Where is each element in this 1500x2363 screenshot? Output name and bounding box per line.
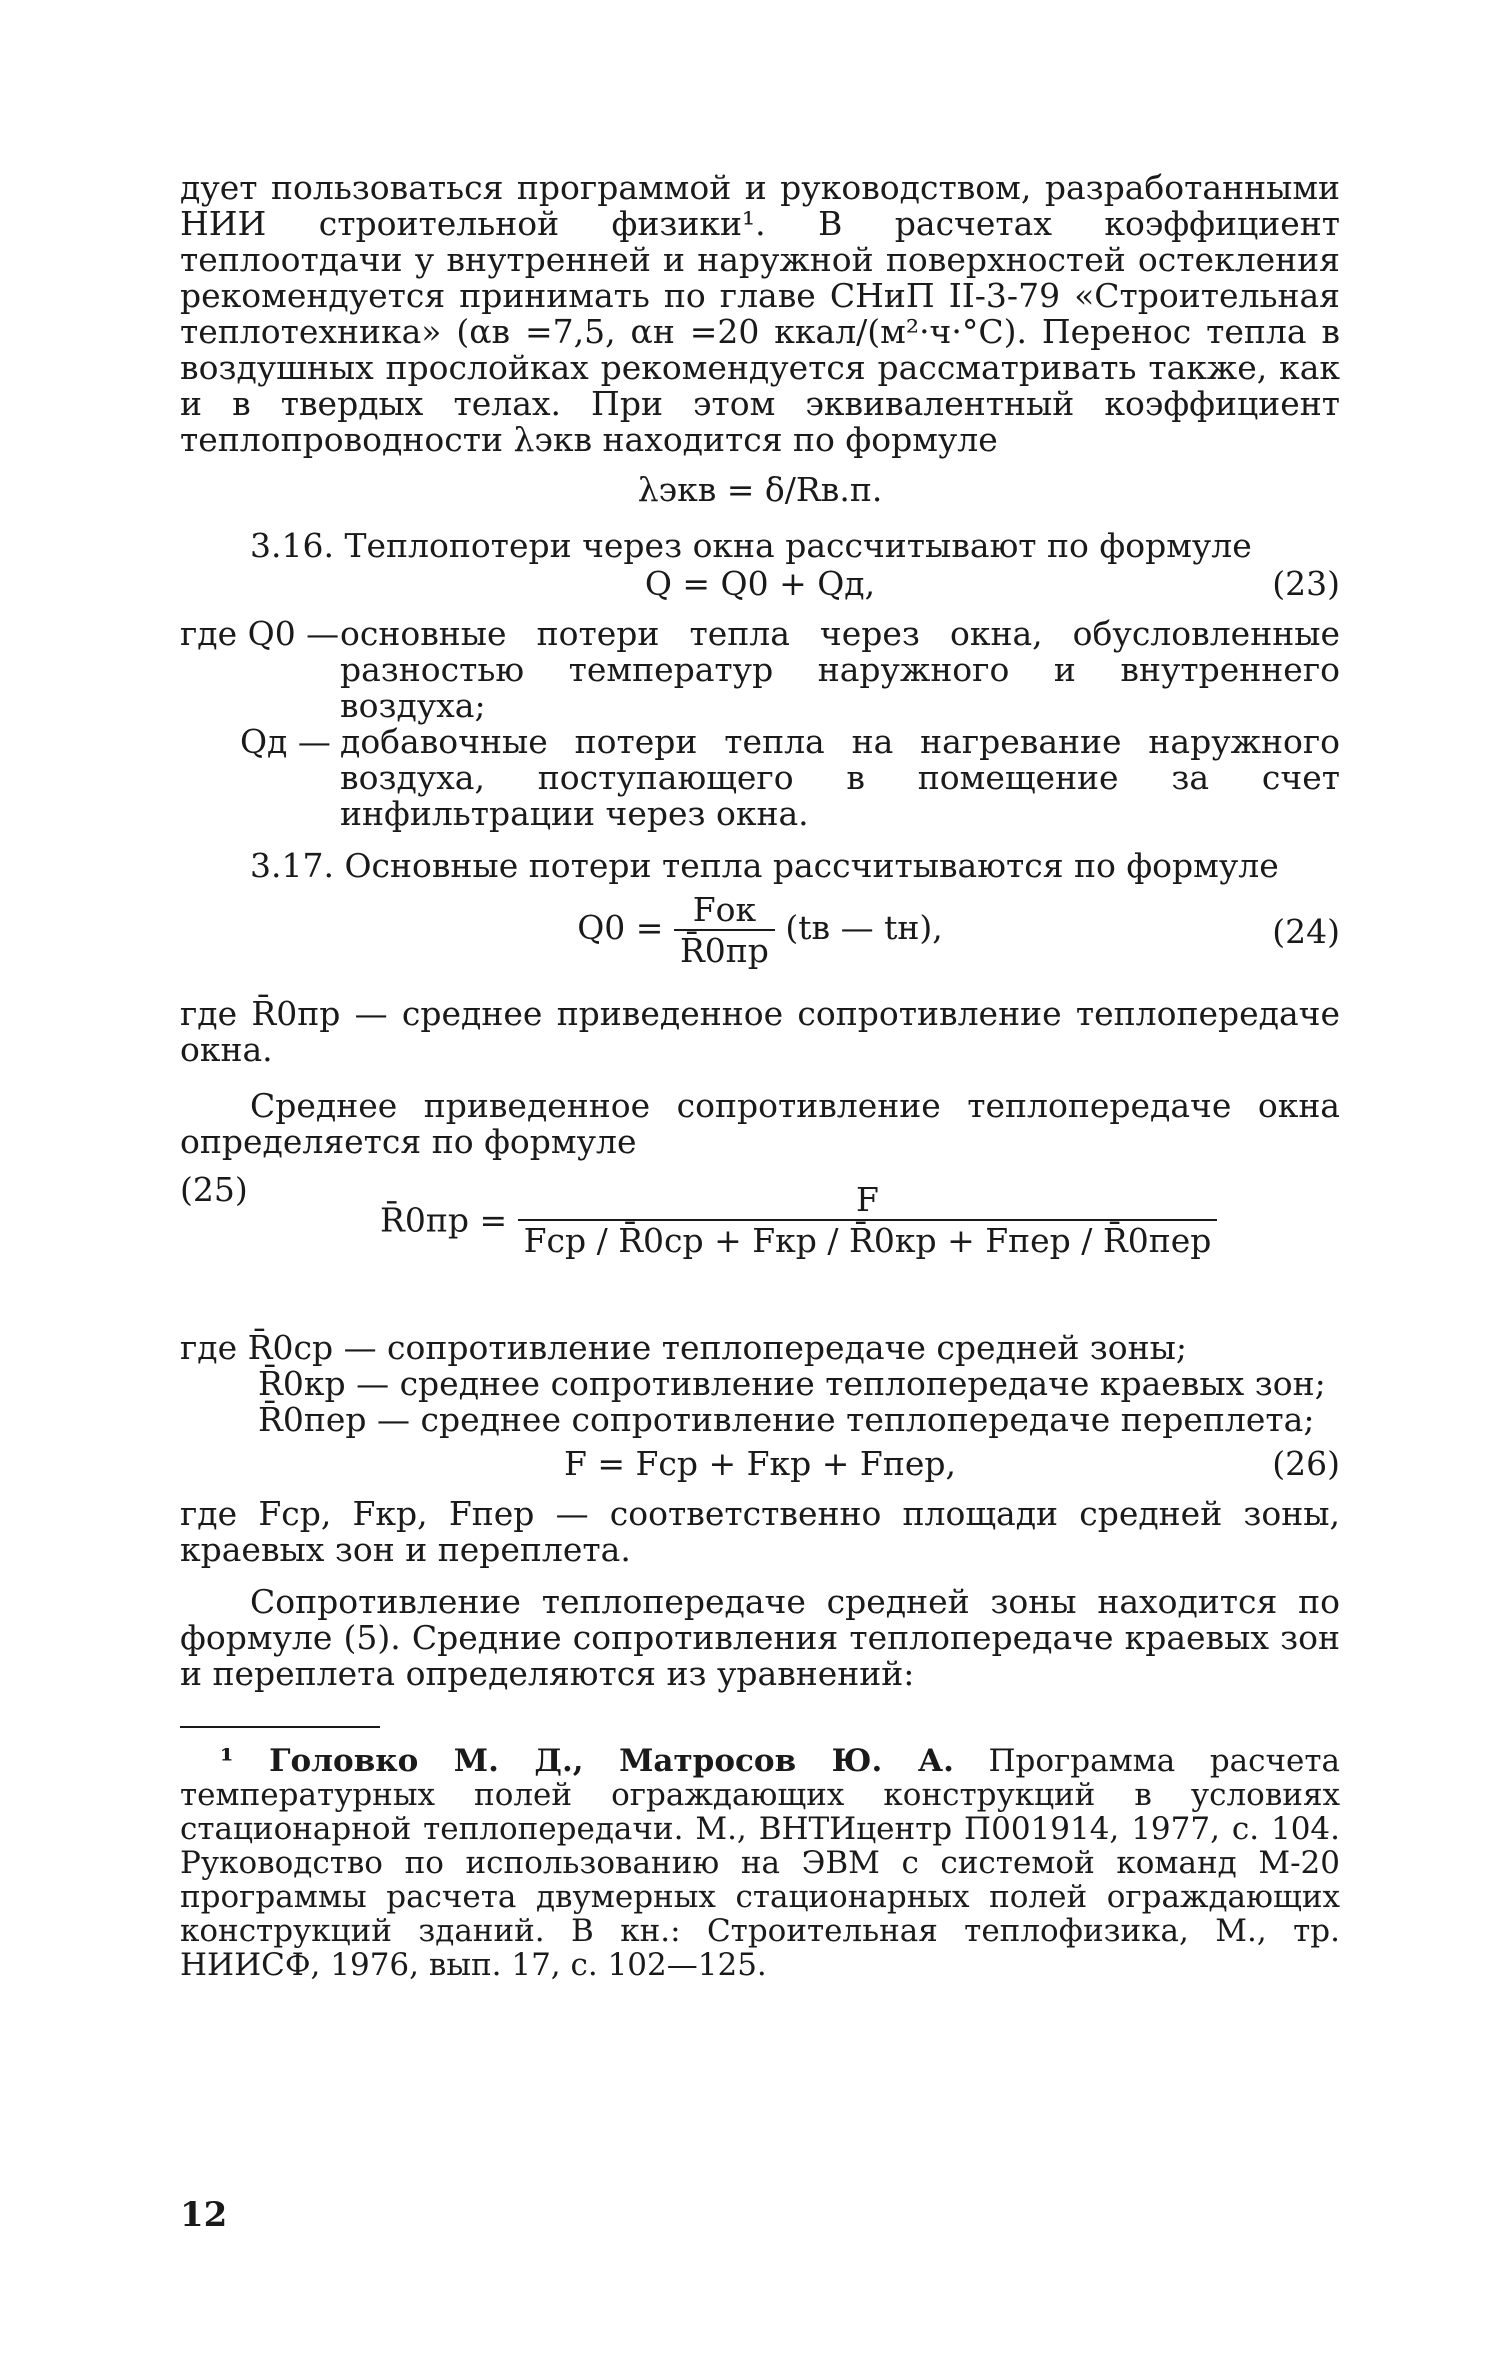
page-body <box>180 170 1340 1982</box>
formula-23 <box>180 564 1340 608</box>
where-25-3: R̄0пер — среднее сопротивление теплопередаче переплета; <box>258 1400 1315 1439</box>
where-word: где <box>180 614 238 653</box>
formula-24-numerator: Fок <box>674 890 775 931</box>
footnote <box>180 1744 1340 1982</box>
formula-24-body <box>180 890 1340 970</box>
formula-24-right: (tв — tн), <box>785 908 943 947</box>
formula-24-left: Q0 = <box>577 908 664 947</box>
q0-definition: основные потери тепла через окна, обусловленные разностью температур наружного и внутреннего воздуха; <box>340 614 1340 725</box>
formula-23-number: (23) <box>1272 564 1340 603</box>
where-26: где Fср, Fкр, Fпер — соответственно площади средней зоны, краевых зон и переплета. <box>180 1494 1340 1569</box>
qd-definition: добавочные потери тепла на нагревание наружного воздуха, поступающего в помещение за счет инфильтрации через окна. <box>340 722 1340 833</box>
formula-25-numerator: F <box>518 1180 1218 1221</box>
section-3-17: 3.17. Основные потери тепла рассчитываются по формуле <box>250 846 1279 885</box>
formula-23-text: Q = Q0 + Qд, <box>644 564 876 603</box>
footnote-authors: ¹ Головко М. Д., Матросов Ю. А. <box>220 1743 954 1779</box>
formula-24-fraction <box>674 890 775 970</box>
where-qd <box>180 724 1340 832</box>
where-label <box>180 616 339 652</box>
formula-24-number: (24) <box>1272 912 1340 951</box>
where-25-1: где R̄0ср — сопротивление теплопередаче средней зоны; <box>180 1328 1188 1367</box>
formula-25-left: R̄0пр = <box>380 1200 508 1240</box>
paragraph-resistance: Сопротивление теплопередаче средней зоны находится по формуле (5). Средние сопротивления теплопередаче краевых зон и переплета определяются из уравнений: <box>180 1582 1340 1693</box>
paragraph-average: Среднее приведенное сопротивление теплопередаче окна определяется по формуле <box>180 1086 1340 1161</box>
formula-26-text: F = Fср + Fкр + Fпер, <box>564 1444 956 1483</box>
page-number: 12 <box>180 2195 228 2235</box>
formula-26 <box>180 1444 1340 1488</box>
section-3-16: 3.16. Теплопотери через окна рассчитывают по формуле <box>250 526 1252 565</box>
formula-lambda <box>180 470 1340 514</box>
formula-24 <box>180 890 1340 986</box>
footnote-divider <box>180 1726 380 1728</box>
footnote-text: Программа расчета температурных полей ограждающих конструкций в условиях стационарной теплопередачи. М., ВНТИцентр П001914, 1977, с. 104. Руководство по использованию на ЭВМ с системой команд М-20 программы расчета двумерных стационарных полей ограждающих конструкций зданий. В кн.: Строительная теплофизика, М., тр. НИИСФ, 1976, вып. 17, с. 102—125. <box>180 1743 1340 1983</box>
qd-symbol: Qд — <box>240 722 331 761</box>
formula-lambda-text: λэкв = δ/Rв.п. <box>637 470 883 509</box>
formula-25-number: (25) <box>180 1170 248 1209</box>
formula-25-denominator: Fср / R̄0ср + Fкр / R̄0кр + Fпер / R̄0пер <box>523 1221 1212 1260</box>
formula-25-fraction <box>518 1180 1218 1260</box>
formula-26-number: (26) <box>1272 1444 1340 1483</box>
where-q0 <box>180 616 1340 724</box>
paragraph-intro: дует пользоваться программой и руководством, разработанными НИИ строительной физики¹. В расчетах коэффициент теплоотдачи у внутренней и наружной поверхностей остекления рекомендуется принимать по главе СНиП II-3-79 «Строительная теплотехника» (αв =7,5, αн =20 ккал/(м²·ч·°С). Перенос тепла в воздушных прослойках рекомендуется рассматривать также, как и в твердых телах. При этом эквивалентный коэффициент теплопроводности λэкв находится по формуле <box>180 168 1340 459</box>
formula-25-body <box>380 1180 1217 1260</box>
formula-24-denominator: R̄0пр <box>679 931 769 970</box>
q0-symbol: Q0 — <box>247 614 340 653</box>
formula-25 <box>180 1170 1340 1330</box>
where-24: где R̄0пр — среднее приведенное сопротивление теплопередаче окна. <box>180 994 1340 1069</box>
where-25-2: R̄0кр — среднее сопротивление теплопередаче краевых зон; <box>258 1364 1326 1403</box>
